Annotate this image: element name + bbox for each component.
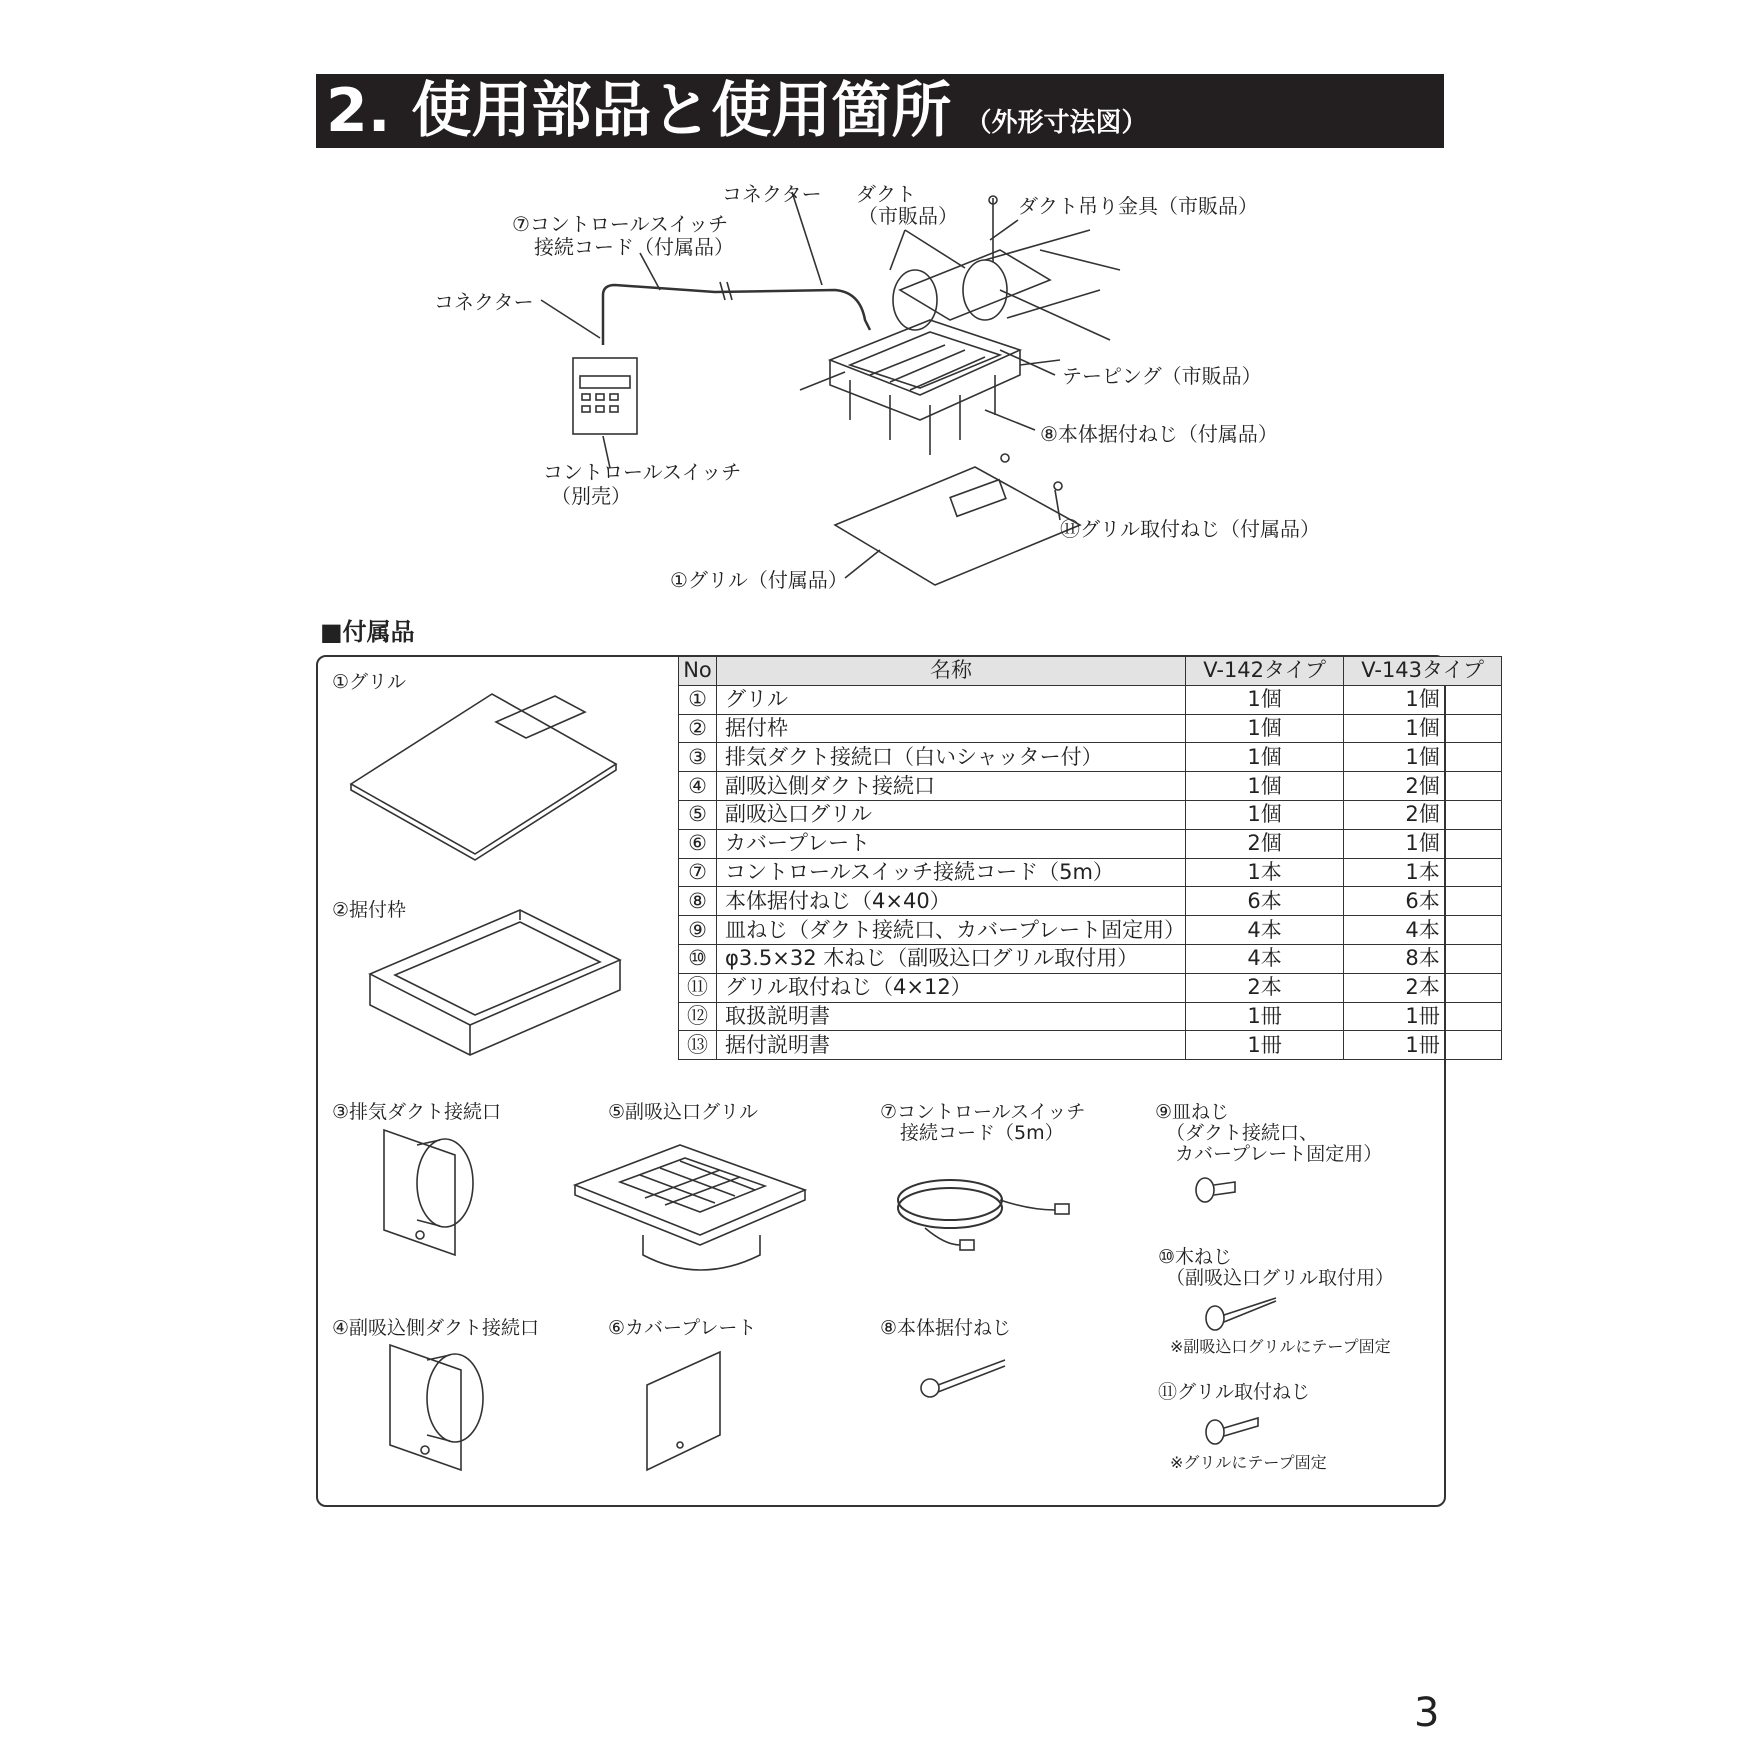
table-row [679, 887, 1502, 916]
cell-v143: 1本 [1344, 858, 1502, 887]
part-label-wood-screw-line1: ⑩木ねじ [1158, 1246, 1233, 1268]
cell-v143: 1個 [1344, 743, 1502, 772]
cell-no: ⑫ [679, 1002, 717, 1031]
table-row [679, 1002, 1502, 1031]
table-row [679, 772, 1502, 801]
part-label-grille: ①グリル [332, 671, 407, 693]
cell-name: 副吸込側ダクト接続口 [717, 772, 1186, 801]
label-switch-line1: コントロールスイッチ [543, 460, 742, 484]
table-header-row [679, 657, 1502, 686]
cell-no: ③ [679, 743, 717, 772]
part-label-mount-screw: ⑧本体据付ねじ [880, 1317, 1012, 1339]
accessories-heading: ■付属品 [320, 618, 415, 646]
cell-v142: 4本 [1186, 944, 1344, 973]
label-cord-line1: ⑦コントロールスイッチ [512, 212, 729, 236]
cell-no: ⑩ [679, 944, 717, 973]
cell-v142: 1個 [1186, 714, 1344, 743]
part-label-wood-screw-line2: （副吸込口グリル取付用） [1166, 1267, 1395, 1289]
table-row [679, 685, 1502, 714]
part-note-wood-screw: ※副吸込口グリルにテープ固定 [1170, 1337, 1391, 1356]
cell-name: φ3.5×32 木ねじ（副吸込口グリル取付用） [717, 944, 1186, 973]
table-row [679, 829, 1502, 858]
part-note-grille-screw: ※グリルにテープ固定 [1170, 1453, 1327, 1472]
cell-no: ② [679, 714, 717, 743]
label-connector-left: コネクター [434, 290, 534, 314]
label-taping: テーピング（市販品） [1062, 364, 1262, 388]
part-label-exhaust-connector: ③排気ダクト接続口 [332, 1101, 502, 1123]
cell-name: グリル取付ねじ（4×12） [717, 973, 1186, 1002]
section-subtitle: （外形寸法図） [965, 108, 1148, 138]
cell-no: ⑨ [679, 916, 717, 945]
header-no: No [679, 657, 717, 686]
section-title: 2. 使用部品と使用箇所 （外形寸法図） [326, 76, 1148, 146]
cell-name: 据付枠 [717, 714, 1186, 743]
label-connector-top: コネクター [722, 182, 822, 206]
cell-v143: 2個 [1344, 800, 1502, 829]
accessories-table [678, 656, 1502, 1060]
cell-name: グリル [717, 685, 1186, 714]
label-mount-screw: ⑧本体据付ねじ（付属品） [1040, 422, 1278, 446]
cell-v142: 1個 [1186, 800, 1344, 829]
cell-v142: 1個 [1186, 685, 1344, 714]
cell-v142: 2個 [1186, 829, 1344, 858]
cell-v143: 2個 [1344, 772, 1502, 801]
cell-name: カバープレート [717, 829, 1186, 858]
cell-v143: 1冊 [1344, 1031, 1502, 1060]
fan-unit-illustration [800, 320, 1060, 455]
cell-v142: 4本 [1186, 916, 1344, 945]
cell-v142: 1本 [1186, 858, 1344, 887]
label-grille: ①グリル（付属品） [670, 568, 848, 592]
cell-v142: 1個 [1186, 772, 1344, 801]
cell-name: 皿ねじ（ダクト接続口、カバープレート固定用） [717, 916, 1186, 945]
cell-v142: 1個 [1186, 743, 1344, 772]
cell-v143: 8本 [1344, 944, 1502, 973]
table-row [679, 944, 1502, 973]
part-label-mounting-frame: ②据付枠 [332, 899, 407, 921]
cell-no: ⑥ [679, 829, 717, 858]
table-row [679, 1031, 1502, 1060]
cell-name: 据付説明書 [717, 1031, 1186, 1060]
cell-v142: 1冊 [1186, 1031, 1344, 1060]
cell-no: ⑤ [679, 800, 717, 829]
table-row [679, 800, 1502, 829]
cell-no: ⑬ [679, 1031, 717, 1060]
cell-v143: 2本 [1344, 973, 1502, 1002]
header-v143: V-143タイプ [1344, 657, 1502, 686]
cell-v143: 1冊 [1344, 1002, 1502, 1031]
control-switch-illustration [573, 358, 637, 434]
part-label-cord-line1: ⑦コントロールスイッチ [880, 1101, 1086, 1123]
cell-v142: 6本 [1186, 887, 1344, 916]
cell-v143: 6本 [1344, 887, 1502, 916]
part-label-grille-screw: ⑪グリル取付ねじ [1158, 1381, 1311, 1403]
cell-v143: 4本 [1344, 916, 1502, 945]
label-switch-line2: （別売） [551, 484, 631, 508]
cell-v142: 1冊 [1186, 1002, 1344, 1031]
cell-name: 取扱説明書 [717, 1002, 1186, 1031]
cell-name: 排気ダクト接続口（白いシャッター付） [717, 743, 1186, 772]
cell-no: ① [679, 685, 717, 714]
label-duct-hanger: ダクト吊り金具（市販品） [1018, 194, 1258, 218]
cell-no: ⑪ [679, 973, 717, 1002]
part-label-side-intake-grille: ⑤副吸込口グリル [608, 1101, 759, 1123]
cell-v142: 2本 [1186, 973, 1344, 1002]
cell-no: ⑦ [679, 858, 717, 887]
label-grille-screw: ⑪グリル取付ねじ（付属品） [1060, 517, 1320, 541]
table-row [679, 714, 1502, 743]
part-label-flat-screw-line1: ⑨皿ねじ [1155, 1101, 1230, 1123]
label-duct-sub: （市販品） [858, 204, 958, 228]
cell-v143: 1個 [1344, 714, 1502, 743]
table-row [679, 743, 1502, 772]
cell-name: 本体据付ねじ（4×40） [717, 887, 1186, 916]
label-cord-line2: 接続コード（付属品） [534, 235, 734, 259]
cell-name: コントロールスイッチ接続コード（5m） [717, 858, 1186, 887]
part-label-flat-screw-line2: （ダクト接続口、 [1166, 1122, 1319, 1144]
part-label-cord-line2: 接続コード（5m） [900, 1122, 1064, 1144]
table-row [679, 916, 1502, 945]
cell-name: 副吸込口グリル [717, 800, 1186, 829]
cell-v143: 1個 [1344, 685, 1502, 714]
part-label-flat-screw-line3: カバープレート固定用） [1175, 1143, 1383, 1165]
label-duct: ダクト [856, 182, 916, 206]
part-label-cover-plate: ⑥カバープレート [608, 1317, 757, 1339]
cell-v143: 1個 [1344, 829, 1502, 858]
cell-no: ④ [679, 772, 717, 801]
part-label-side-intake-connector: ④副吸込側ダクト接続口 [332, 1317, 540, 1339]
header-v142: V-142タイプ [1186, 657, 1344, 686]
cell-no: ⑧ [679, 887, 717, 916]
table-row [679, 858, 1502, 887]
table-row [679, 973, 1502, 1002]
header-name: 名称 [717, 657, 1186, 686]
page-number: 3 [1414, 1690, 1440, 1736]
